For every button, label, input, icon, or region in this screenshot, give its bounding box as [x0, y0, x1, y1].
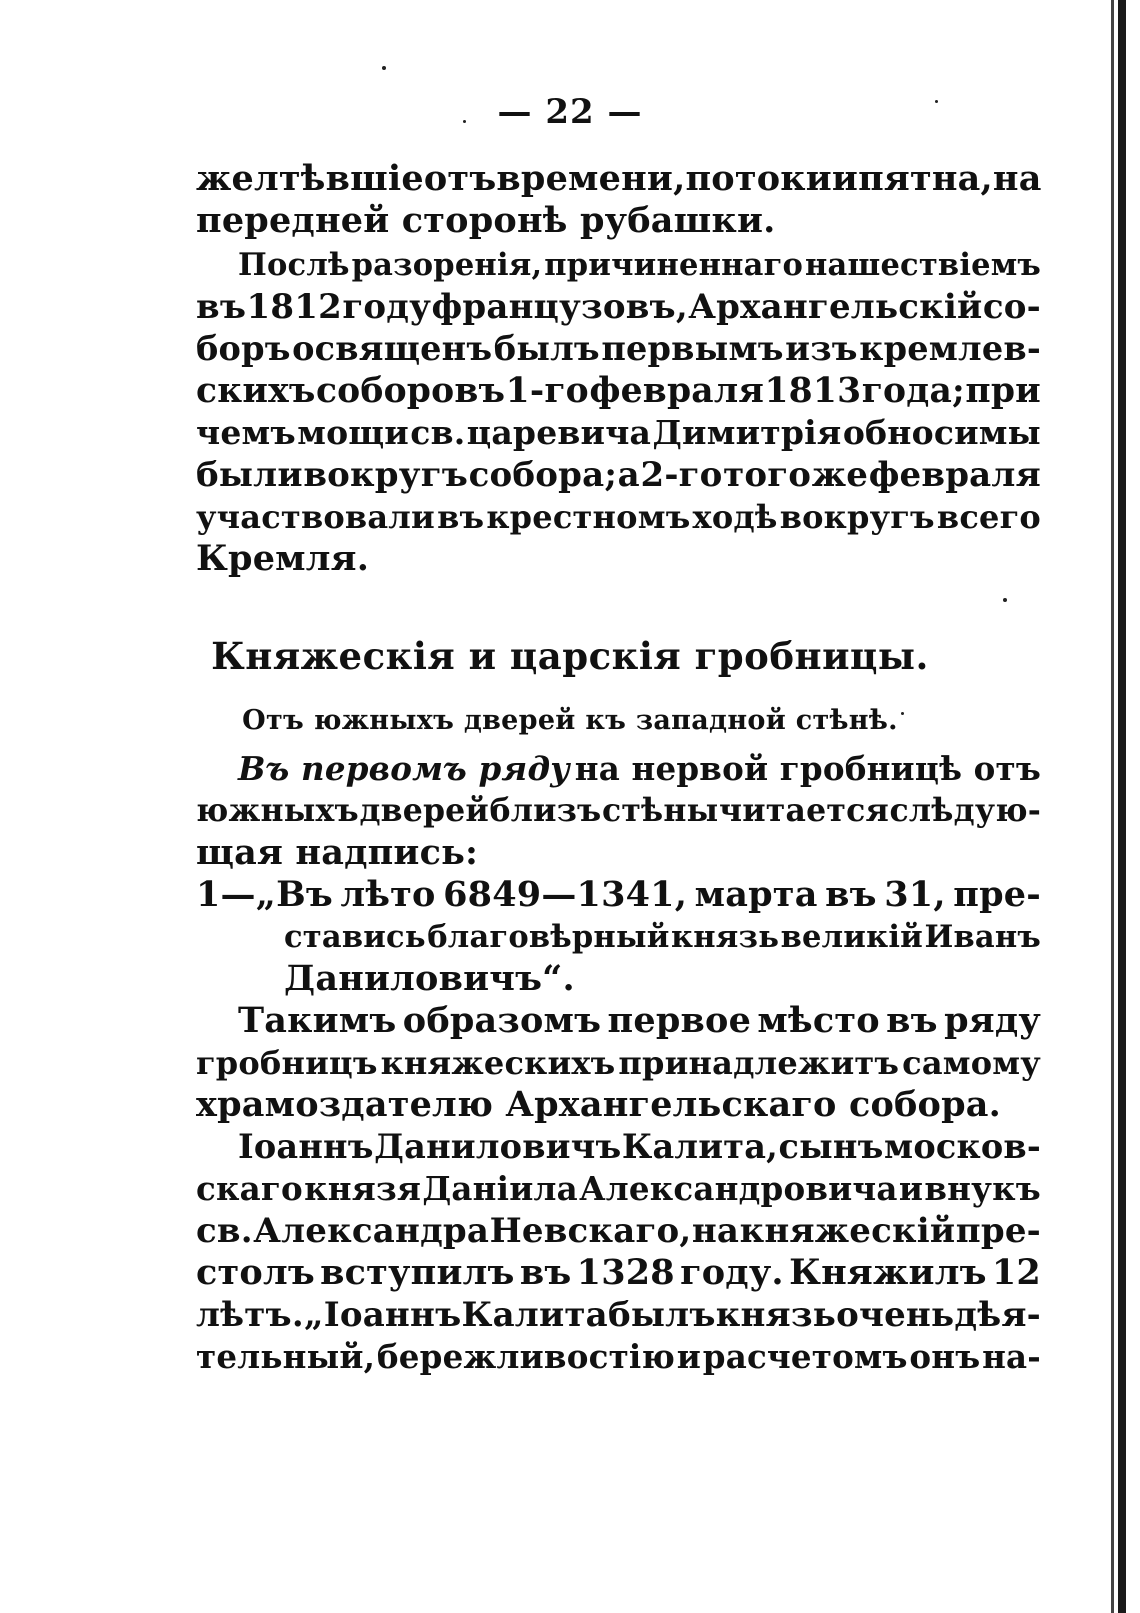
text-line: тельный, бережливостію и расчетомъ онъ на- [196, 1337, 1041, 1376]
page-number: — 22 — [497, 92, 643, 132]
text-line: чемъ мощи св. царевича Димитрія обносимы [196, 413, 1041, 452]
text-line: Такимъ образомъ первое мѣсто въ ряду [238, 1000, 1041, 1041]
text-line: столъ вступилъ въ 1328 году. Княжилъ 12 [196, 1252, 1041, 1293]
text-line [196, 748, 1041, 790]
text-line: Кремля. [196, 538, 370, 579]
text-line: передней сторонѣ рубашки. [196, 200, 776, 241]
text-line: южныхъ дверей близъ стѣны читается слѣдую- [196, 792, 1041, 829]
text-line: желтѣвшіе отъ времени, потоки и пятна, на [196, 158, 1042, 199]
text-line: Даниловичъ“. [284, 958, 575, 999]
text-line: въ 1812 году французовъ, Архангельскій со- [196, 287, 1041, 327]
text-line: боръ освященъ былъ первымъ изъ кремлев- [196, 329, 1041, 368]
paragraph-first-place [196, 1000, 1041, 1126]
text-line: гробницъ княжескихъ принадлежитъ самому [196, 1044, 1041, 1082]
page-edge-line [1111, 0, 1114, 1613]
paragraph-ioann-kalita [196, 1126, 1041, 1378]
paragraph-first-row [196, 748, 1041, 874]
text-line: ставись благовѣрный князь великій Иванъ [284, 919, 1041, 955]
text-line: были вокругъ собора; а 2-го того же февраля [196, 455, 1041, 495]
text-line: Іоаннъ Даниловичъ Калита, сынъ москов- [238, 1127, 1041, 1166]
scan-speck [1003, 598, 1007, 602]
section-subheading: Отъ южныхъ дверей къ западной стѣнѣ. [242, 705, 898, 736]
text-line-rest: на нервой гробницѣ отъ [574, 749, 1041, 788]
inscription [196, 874, 1041, 1000]
text-line: храмоздателю Архангельскаго собора. [196, 1084, 1002, 1125]
text-line: щая надпись: [196, 832, 479, 873]
text-line: 1—„Въ лѣто 6849—1341, марта въ 31, пре- [196, 874, 1041, 915]
paragraph-continuation [196, 158, 1041, 242]
text-line: скаго князя Даніила Александровича и внукъ [196, 1169, 1041, 1208]
text-line: св. Александра Невскаго, на княжескій пре- [196, 1211, 1041, 1251]
text-line: участвовали въ крестномъ ходѣ вокругъ всего [196, 498, 1041, 536]
page-edge-shadow [1118, 0, 1126, 1613]
scan-speck [382, 66, 386, 70]
text-line: скихъ соборовъ 1-го февраля 1813 года; при [196, 371, 1041, 411]
paragraph-consecration [196, 244, 1041, 580]
section-heading: Княжескія и царскія гробницы. [211, 634, 929, 678]
text-line: лѣтъ. „Іоаннъ Калита былъ князь очень дѣя- [196, 1295, 1041, 1335]
text-line: Послѣ разоренія, причиненнаго нашествіемъ [238, 247, 1041, 283]
italic-lead: Въ первомъ ряду [238, 749, 570, 788]
